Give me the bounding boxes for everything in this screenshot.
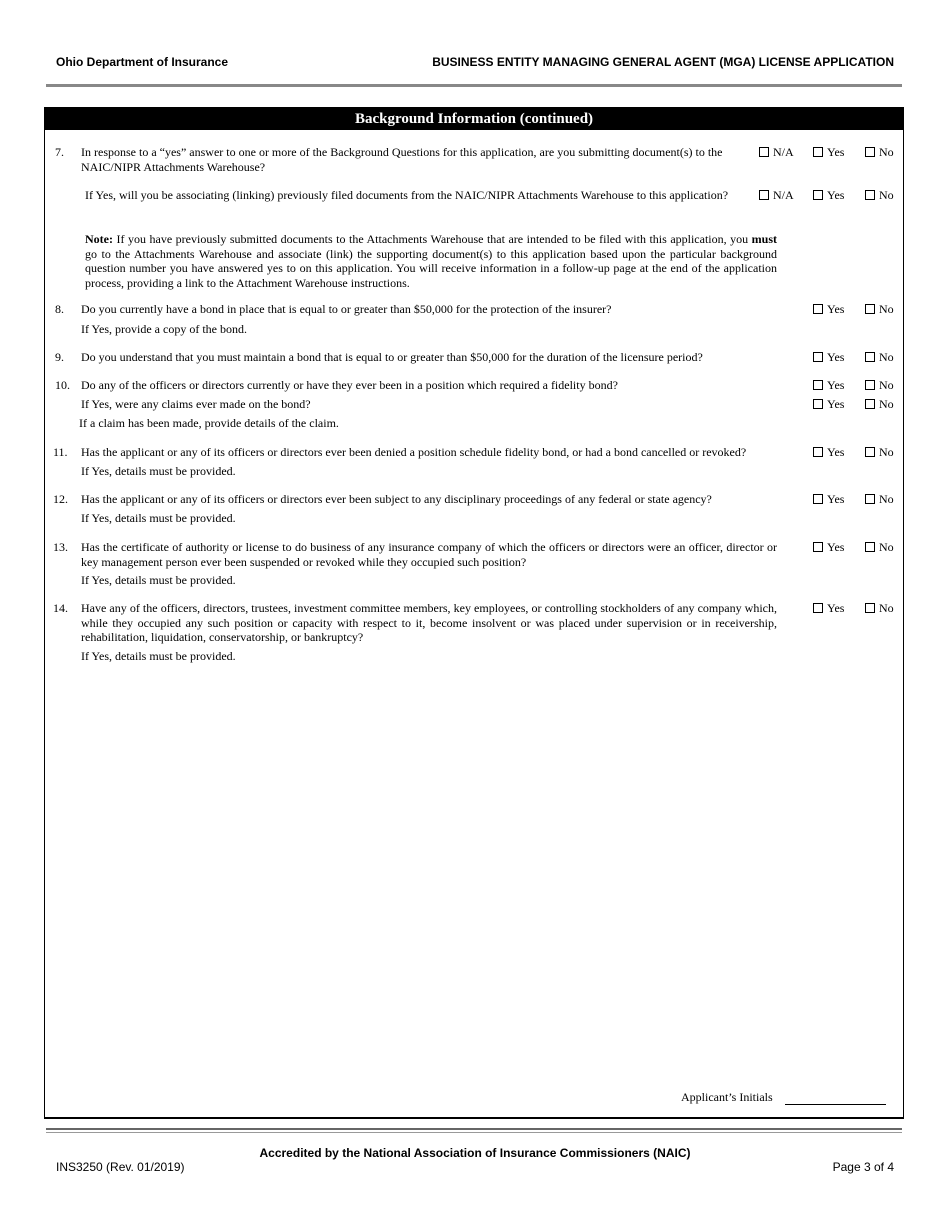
q11-number: 11.: [53, 445, 68, 459]
q13-subtext: If Yes, details must be provided.: [81, 573, 236, 587]
q13-yes-checkbox[interactable]: [813, 542, 823, 552]
q7-yes-checkbox[interactable]: [813, 147, 823, 157]
q13-number: 13.: [53, 540, 68, 554]
q7-followup-yes-checkbox[interactable]: [813, 190, 823, 200]
q9-no-checkbox[interactable]: [865, 352, 875, 362]
header-department: Ohio Department of Insurance: [56, 55, 229, 69]
q7-no-option[interactable]: No: [865, 145, 894, 160]
q12-subtext: If Yes, details must be provided.: [81, 511, 236, 525]
q7-note-must: must: [751, 232, 777, 246]
q7-note: Note: If you have previously submitted documents to the Attachments Warehouse that are intended to be filed with this application, you must go to the Attachments Warehouse and associate (link) the supporting document(s) to this application based upon the particular background question number you have answered yes to on this application. You will receive information in a follow-up page at the end of the application process, providing a link to the Attachment Warehouse instructions.: [85, 232, 777, 290]
q8-number: 8.: [55, 302, 64, 316]
q12-number: 12.: [53, 492, 68, 506]
q10-claims-no-option[interactable]: No: [865, 397, 894, 412]
q9-no-option[interactable]: No: [865, 350, 894, 365]
q10-yes-checkbox[interactable]: [813, 380, 823, 390]
q8-text: Do you currently have a bond in place that is equal to or greater than $50,000 for the protection of the insurer?: [81, 302, 612, 316]
q10-claim-details-text: If a claim has been made, provide details of the claim.: [79, 416, 339, 430]
q7-yes-option[interactable]: Yes: [813, 145, 844, 160]
q10-claims-no-checkbox[interactable]: [865, 399, 875, 409]
q14-no-option[interactable]: No: [865, 601, 894, 616]
q10-claims-yes-option[interactable]: Yes: [813, 397, 844, 412]
applicant-initials-field[interactable]: [785, 1104, 886, 1105]
footer-page-number: Page 3 of 4: [832, 1160, 894, 1174]
q12-text: Has the applicant or any of its officers or directors ever been subject to any disciplinary proceedings of any federal or state agency?: [81, 492, 712, 506]
q8-no-option[interactable]: No: [865, 302, 894, 317]
footer-divider-thin: [46, 1132, 902, 1133]
q8-yes-checkbox[interactable]: [813, 304, 823, 314]
q7-text: In response to a “yes” answer to one or more of the Background Questions for this application, are you submitting document(s) to the NAIC/NIPR Attachments Warehouse?: [81, 145, 723, 174]
section-title: Background Information (continued): [45, 108, 903, 130]
q11-yes-option[interactable]: Yes: [813, 445, 844, 460]
q13-no-checkbox[interactable]: [865, 542, 875, 552]
background-information-section: [44, 107, 904, 1119]
q10-yes-option[interactable]: Yes: [813, 378, 844, 393]
q7-followup-na-option[interactable]: N/A: [759, 188, 794, 203]
applicant-initials-label: Applicant’s Initials: [681, 1090, 773, 1104]
q13-yes-option[interactable]: Yes: [813, 540, 844, 555]
q10-claims-yes-checkbox[interactable]: [813, 399, 823, 409]
footer-accreditation: Accredited by the National Association of Insurance Commissioners (NAIC): [259, 1146, 691, 1160]
q10-no-option[interactable]: No: [865, 378, 894, 393]
q7-followup-no-checkbox[interactable]: [865, 190, 875, 200]
q10-number: 10.: [55, 378, 70, 392]
q11-yes-checkbox[interactable]: [813, 447, 823, 457]
q7-na-option[interactable]: N/A: [759, 145, 794, 160]
q10-claims-text: If Yes, were any claims ever made on the bond?: [81, 397, 311, 411]
q7-na-checkbox[interactable]: [759, 147, 769, 157]
q8-no-checkbox[interactable]: [865, 304, 875, 314]
q12-no-checkbox[interactable]: [865, 494, 875, 504]
q8-subtext: If Yes, provide a copy of the bond.: [81, 322, 247, 336]
q14-number: 14.: [53, 601, 68, 615]
footer-form-number: INS3250 (Rev. 01/2019): [56, 1160, 185, 1174]
q10-text: Do any of the officers or directors currently or have they ever been in a position which required a fidelity bond?: [81, 378, 618, 392]
q10-no-checkbox[interactable]: [865, 380, 875, 390]
q11-subtext: If Yes, details must be provided.: [81, 464, 236, 478]
q11-no-option[interactable]: No: [865, 445, 894, 460]
header-divider: [46, 84, 902, 87]
q14-subtext: If Yes, details must be provided.: [81, 649, 236, 663]
q12-yes-option[interactable]: Yes: [813, 492, 844, 507]
header-form-title: BUSINESS ENTITY MANAGING GENERAL AGENT (MGA) LICENSE APPLICATION: [432, 55, 894, 69]
q14-text: Have any of the officers, directors, trustees, investment committee members, key employees, or controlling stockholders of any company which, while they occupied any such position or capacity with respect to it, become insolvent or was placed under supervision or in receivership, rehabilitation, liquidation, conservatorship, or bankruptcy?: [81, 601, 777, 644]
q7-note-label: Note:: [85, 232, 113, 246]
q7-followup-yes-option[interactable]: Yes: [813, 188, 844, 203]
q7-followup-no-option[interactable]: No: [865, 188, 894, 203]
q13-text: Has the certificate of authority or license to do business of any insurance company of which the officers or directors were an officer, director or key management person ever been suspended or revoked while they occupied such position?: [81, 540, 777, 569]
q7-no-checkbox[interactable]: [865, 147, 875, 157]
q8-yes-option[interactable]: Yes: [813, 302, 844, 317]
q14-no-checkbox[interactable]: [865, 603, 875, 613]
footer-divider: [46, 1128, 902, 1130]
q12-yes-checkbox[interactable]: [813, 494, 823, 504]
q9-yes-checkbox[interactable]: [813, 352, 823, 362]
q9-number: 9.: [55, 350, 64, 364]
q13-no-option[interactable]: No: [865, 540, 894, 555]
q7-followup-na-checkbox[interactable]: [759, 190, 769, 200]
q7-number: 7.: [55, 145, 64, 159]
q9-yes-option[interactable]: Yes: [813, 350, 844, 365]
q12-no-option[interactable]: No: [865, 492, 894, 507]
q7-followup-text: If Yes, will you be associating (linking) previously filed documents from the NAIC/NIPR Attachments Warehouse to this application?: [85, 188, 729, 202]
q9-text: Do you understand that you must maintain a bond that is equal to or greater than $50,000 for the duration of the licensure period?: [81, 350, 703, 364]
q14-yes-checkbox[interactable]: [813, 603, 823, 613]
q11-text: Has the applicant or any of its officers or directors ever been denied a position schedule fidelity bond, or had a bond cancelled or revoked?: [81, 445, 747, 459]
q11-no-checkbox[interactable]: [865, 447, 875, 457]
q14-yes-option[interactable]: Yes: [813, 601, 844, 616]
